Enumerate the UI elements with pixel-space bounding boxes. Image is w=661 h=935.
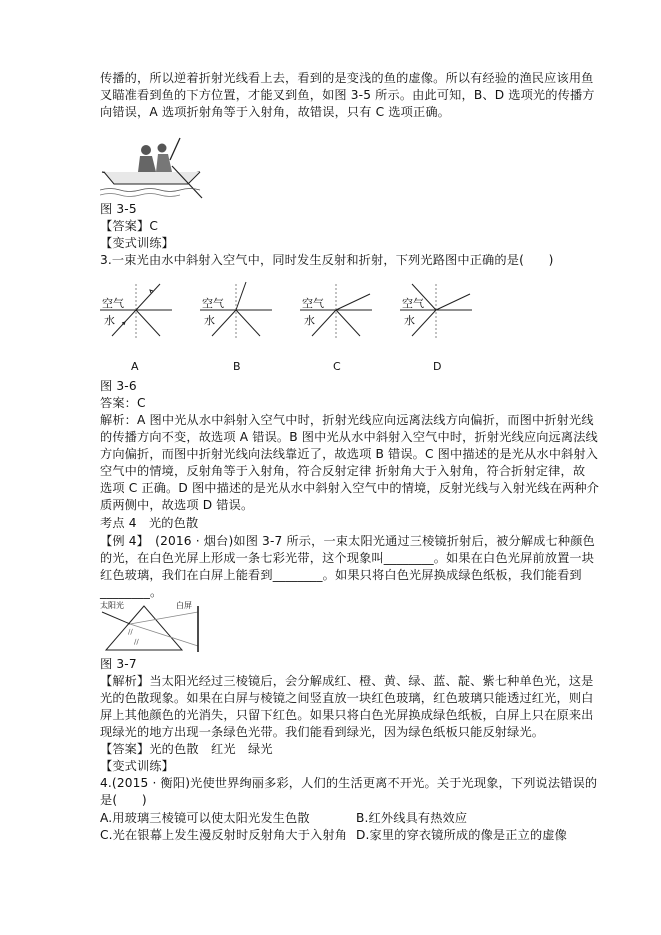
section-heading: 【变式训练】 (100, 759, 175, 773)
text-line: 空气中的情境，反射角等于入射角，符合反射定律 折射角大于入射角，符合折射定律，故 (100, 464, 586, 478)
sunlight-label: 太阳光 (100, 601, 124, 610)
diagram-label-d: D (433, 360, 442, 373)
diagram-label-b: B (233, 360, 241, 373)
water-label-b: 水 (204, 314, 215, 327)
text-line: 光的色散现象。如果在白屏与棱镜之间竖直放一块红色玻璃，红色玻璃只能透过红光，则白 (100, 691, 594, 705)
text-line: 红色玻璃，我们在白屏上能看到________。如果只将白色光屏换成绿色纸板，我们能看到 (100, 568, 582, 582)
air-label-b: 空气 (202, 297, 224, 310)
option-a: A.用玻璃三棱镜可以使太阳光发生色散 (100, 811, 310, 825)
text-line: 是( ) (100, 793, 147, 807)
air-label-c: 空气 (302, 297, 324, 310)
diagram-b (200, 282, 272, 340)
fisherman-figure (100, 132, 210, 200)
svg-text:∕∕: ∕∕ (128, 628, 133, 636)
figure-caption: 图 3-6 (100, 379, 137, 393)
air-label-a: 空气 (102, 297, 124, 310)
text-line: 【例 4】 (2016 · 烟台)如图 3-7 所示，一束太阳光通过三棱镜折射后，被分解成七种颜色 (100, 534, 595, 548)
text-line: 选项 C 正确。D 图中描述的是光从水中斜射入空气中的情境，反射光线与入射光线在两种介 (100, 481, 600, 495)
figure-caption: 图 3-5 (100, 202, 137, 216)
answer-line: 【答案】C (100, 219, 159, 233)
option-c: C.光在银幕上发生漫反射时反射角大于入射角 (100, 828, 348, 842)
figure-caption: 图 3-7 (100, 657, 137, 671)
answer-line: 【答案】光的色散 红光 绿光 (100, 742, 273, 756)
air-label-d: 空气 (402, 297, 424, 310)
text-line: 向错误，A 选项折射角等于入射角，故错误，只有 C 选项正确。 (100, 105, 450, 119)
option-d: D.家里的穿衣镜所成的像是正立的虚像 (356, 828, 567, 842)
text-line: 的传播方向不变，故选项 A 错误。B 图中光从水中斜射入空气中时，折射光线应向远离法线 (100, 430, 598, 444)
text-line: 叉瞄准看到鱼的下方位置，才能叉到鱼，如图 3-5 所示。由此可知，B、D 选项光的传播方 (100, 88, 595, 102)
text-line: 质两侧中，故选项 D 错误。 (100, 498, 254, 512)
option-b: B.红外线具有热效应 (356, 811, 468, 825)
svg-text:∕∕: ∕∕ (134, 638, 139, 646)
water-label-c: 水 (304, 314, 315, 327)
answer-line: 答案：C (100, 396, 146, 410)
text-line: 传播的，所以逆着折射光线看上去，看到的是变浅的鱼的虚像。所以有经验的渔民应该用鱼 (100, 71, 594, 85)
screen-label: 白屏 (176, 601, 192, 610)
diagram-label-a: A (131, 360, 139, 373)
diagram-label-c: C (333, 360, 341, 373)
water-label-d: 水 (404, 314, 415, 327)
text-line: 现绿光的地方出现一条绿色光带。我们能看到绿光，因为绿色纸板只能反射绿光。 (100, 725, 545, 739)
water-label-a: 水 (104, 314, 115, 327)
question-4: 4.(2015 · 衡阳)光使世界绚丽多彩，人们的生活更离不开光。关于光现象，下列说法错误的 (100, 776, 598, 790)
text-line: ________。 (100, 585, 163, 599)
text-line: 的光，在白色光屏上形成一条七彩光带，这个现象叫________。如果在白色光屏前放置一块 (100, 551, 595, 565)
section-heading: 考点 4 光的色散 (100, 516, 199, 530)
text-line: 【解析】当太阳光经过三棱镜后，会分解成红、橙、黄、绿、蓝、靛、紫七种单色光，这是 (100, 674, 594, 688)
text-line: 解析：A 图中光从水中斜射入空气中时，折射光线应向远离法线方向偏折，而图中折射光线 (100, 413, 594, 427)
question-3: 3.一束光由水中斜射入空气中，同时发生反射和折射，下列光路图中正确的是( ) (100, 253, 554, 267)
section-heading: 【变式训练】 (100, 236, 175, 250)
text-line: 方向偏折，而图中折射光线向法线靠近了，故选项 B 错误。C 图中描述的是光从水中斜射入 (100, 447, 599, 461)
text-line: 屏上其他颜色的光消失，只留下红色。如果只将白色光屏换成绿色纸板，白屏上只在原来出 (100, 708, 594, 722)
